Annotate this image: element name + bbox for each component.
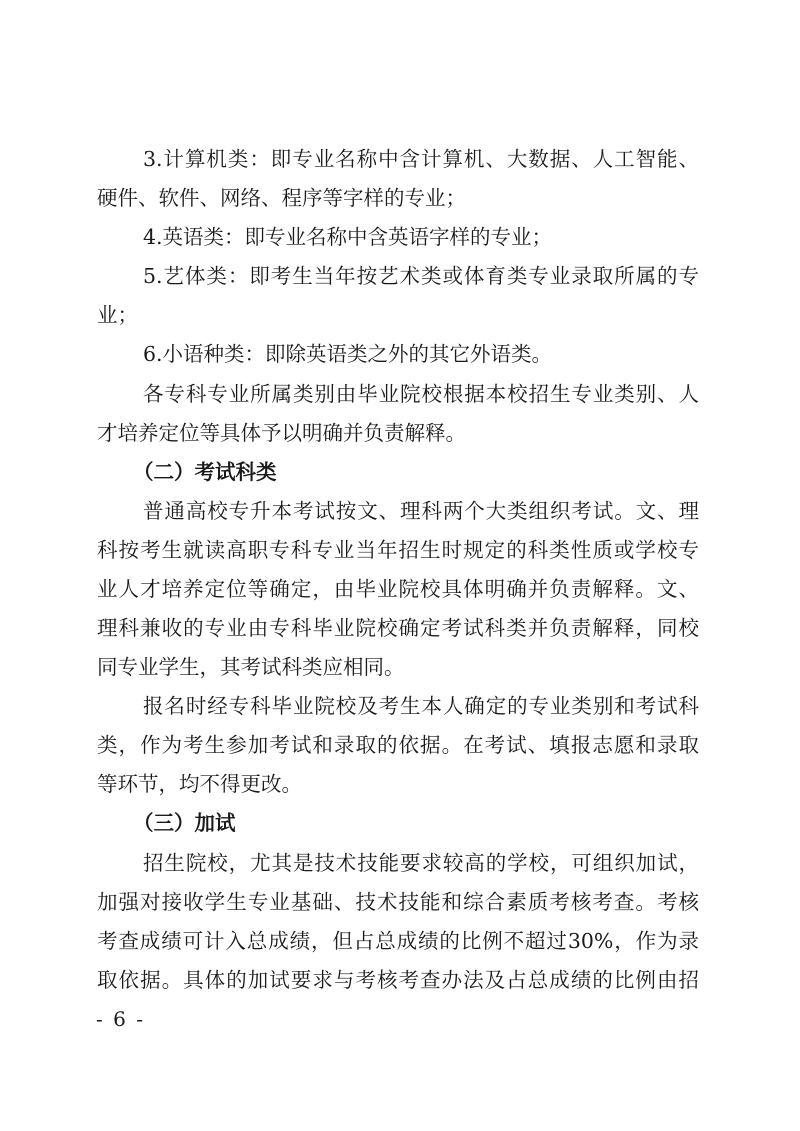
- text-line: 普通高校专升本考试按文、理科两个大类组织考试。文、理: [143, 499, 699, 523]
- text-line: 加强对接收学生专业基础、技术技能和综合素质考核考查。考核: [97, 890, 699, 914]
- section-heading: （三）加试: [133, 811, 236, 835]
- text-line: 理科兼收的专业由专科毕业院校确定考试科类并负责解释，同校: [97, 616, 699, 640]
- text-line: 科按考生就读高职专科专业当年招生时规定的科类性质或学校专: [97, 538, 699, 562]
- text-line: 业人才培养定位等确定，由毕业院校具体明确并负责解释。文、: [97, 577, 699, 601]
- text-line: 4.英语类：即专业名称中含英语字样的专业；: [143, 225, 553, 249]
- text-line: 类，作为考生参加考试和录取的依据。在考试、填报志愿和录取: [97, 733, 699, 757]
- text-line: 5.艺体类：即考生当年按艺术类或体育类专业录取所属的专: [143, 264, 699, 288]
- text-line: 等环节，均不得更改。: [97, 772, 302, 796]
- text-line: 报名时经专科毕业院校及考生本人确定的专业类别和考试科: [143, 694, 699, 718]
- text-line: 才培养定位等具体予以明确并负责解释。: [97, 421, 466, 445]
- text-line: 硬件、软件、网络、程序等字样的专业；: [97, 186, 466, 210]
- text-line: 同专业学生，其考试科类应相同。: [97, 655, 405, 679]
- text-line: 各专科专业所属类别由毕业院校根据本校招生专业类别、人: [143, 382, 699, 406]
- section-heading: （二）考试科类: [133, 460, 277, 484]
- text-line: 招生院校，尤其是技术技能要求较高的学校，可组织加试，: [143, 851, 699, 875]
- text-line: 考查成绩可计入总成绩，但占总成绩的比例不超过30%，作为录: [97, 929, 699, 953]
- text-line: 3.计算机类：即专业名称中含计算机、大数据、人工智能、: [143, 147, 699, 171]
- text-line: 取依据。具体的加试要求与考核考查办法及占总成绩的比例由招: [97, 968, 699, 992]
- text-line: 6.小语种类：即除英语类之外的其它外语类。: [143, 342, 553, 366]
- page-number: - 6 -: [96, 1007, 145, 1031]
- text-line: 业；: [97, 303, 138, 327]
